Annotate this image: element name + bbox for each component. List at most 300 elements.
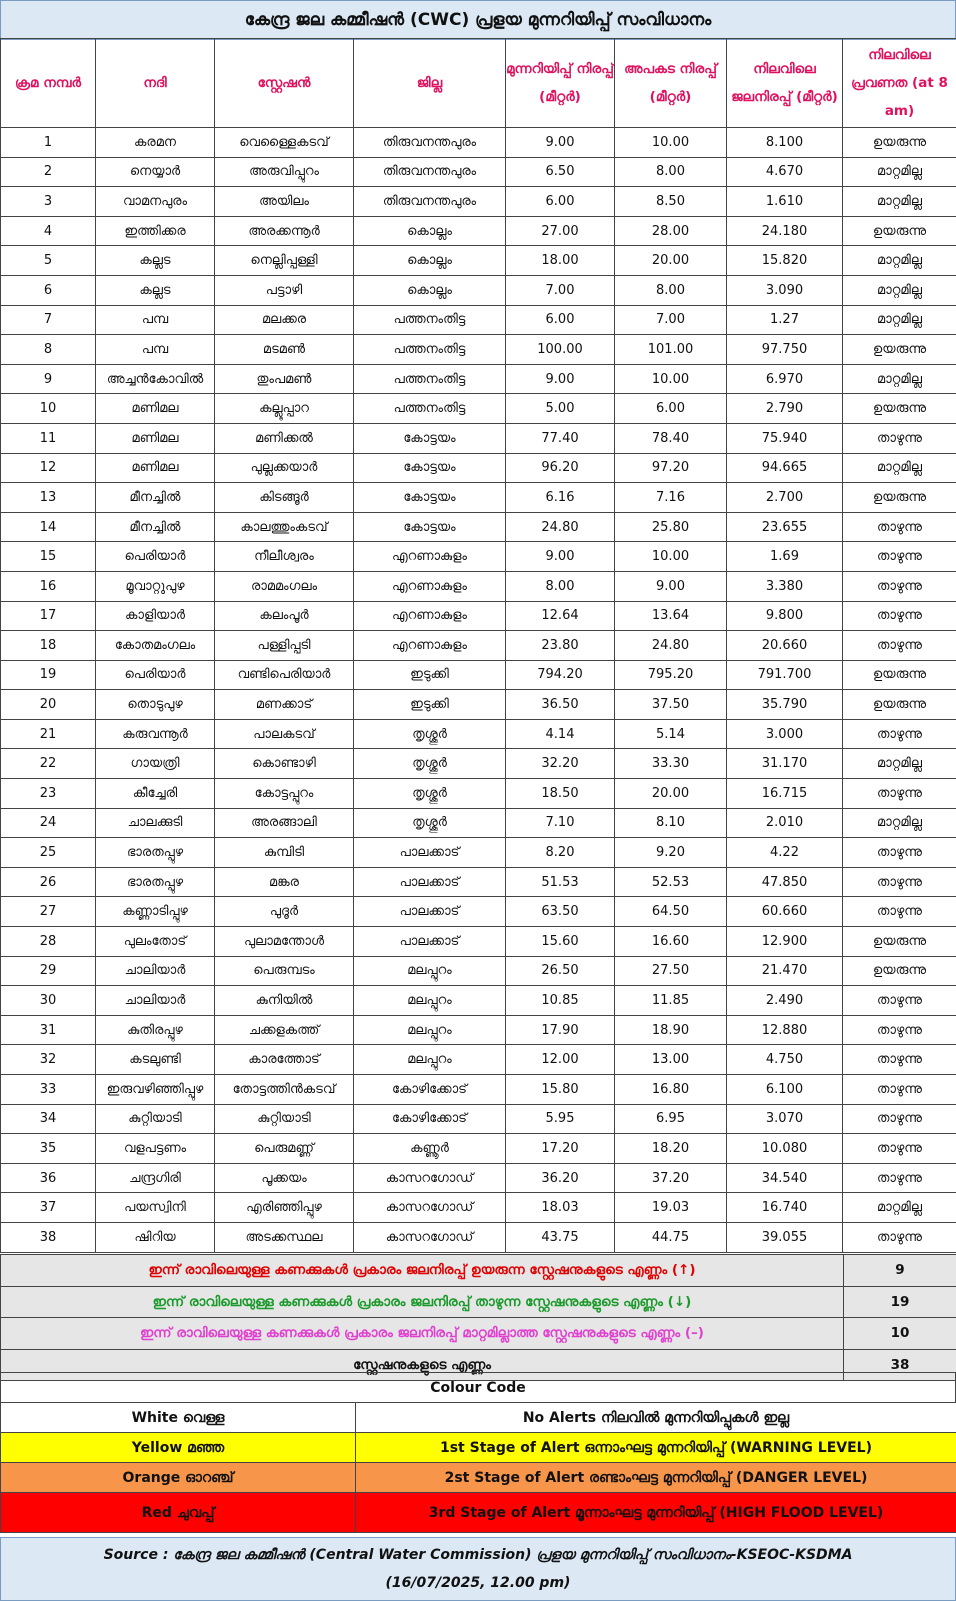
cell-danger-level: 8.00 [615,275,727,305]
table-row [1,423,956,453]
cell-river: ഭാരതപ്പുഴ [96,838,215,868]
cell-danger-level: 37.20 [615,1163,727,1193]
header-danger-level: അപകട നിരപ്പ് (മീറ്റർ) [615,39,727,128]
header-serial: ക്രമ നമ്പർ [1,39,96,128]
cell-danger-level: 8.00 [615,157,727,187]
cell-station: കുനിയിൽ [215,986,354,1016]
cell-station: മങ്കര [215,867,354,897]
table-row [1,631,956,661]
cell-serial: 19 [1,660,96,690]
cell-district: കൊല്ലം [354,275,506,305]
table-row [1,719,956,749]
cell-serial: 2 [1,157,96,187]
summary-label: സ്റ്റേഷനുകളുടെ എണ്ണം [1,1349,844,1381]
cell-serial: 21 [1,719,96,749]
cell-warning-level: 7.10 [506,808,615,838]
table-row [1,571,956,601]
cell-serial: 8 [1,335,96,365]
cell-danger-level: 8.50 [615,187,727,217]
cell-trend: മാറ്റമില്ല [843,364,956,394]
cell-river: തൊടുപുഴ [96,690,215,720]
cell-warning-level: 8.00 [506,571,615,601]
table-row [1,394,956,424]
cell-trend: താഴുന്നു [843,542,956,572]
cell-river: നെയ്യാർ [96,157,215,187]
cell-district: എറണാകുളം [354,542,506,572]
cell-warning-level: 18.50 [506,779,615,809]
cell-danger-level: 9.20 [615,838,727,868]
source-line: Source : കേന്ദ്ര ജല കമ്മീഷൻ (Central Water Commission) പ്രളയ മുന്നറിയിപ്പ് സംവിധാനം-KSEOC-KSDMA [104,1541,853,1569]
cell-station: പുദൂർ [215,897,354,927]
legend-meaning: No Alerts നിലവിൽ മുന്നറിയിപ്പുകൾ ഇല്ല [356,1403,956,1433]
legend-colour-name: Yellow മഞ്ഞ [1,1433,356,1463]
header-river: നദി [96,39,215,128]
cell-serial: 3 [1,187,96,217]
cell-district: പത്തനംതിട്ട [354,335,506,365]
cell-district: മലപ്പുറം [354,956,506,986]
cell-danger-level: 52.53 [615,867,727,897]
table-row [1,512,956,542]
cell-current-level: 31.170 [727,749,843,779]
cell-current-level: 24.180 [727,216,843,246]
cell-danger-level: 6.95 [615,1104,727,1134]
cell-river: കടലുണ്ടി [96,1045,215,1075]
legend-body [1,1403,956,1533]
cell-trend: താഴുന്നു [843,1045,956,1075]
cell-danger-level: 16.80 [615,1075,727,1105]
source-date: (16/07/2025, 12.00 pm) [386,1569,571,1597]
cell-danger-level: 33.30 [615,749,727,779]
cell-trend: താഴുന്നു [843,867,956,897]
cell-trend: ഉയരുന്നു [843,216,956,246]
cell-serial: 9 [1,364,96,394]
cell-danger-level: 795.20 [615,660,727,690]
cell-district: കോഴിക്കോട് [354,1075,506,1105]
legend-colour-name: White വെള്ള [1,1403,356,1433]
table-row [1,867,956,897]
cell-serial: 29 [1,956,96,986]
cell-river: മണിമല [96,453,215,483]
cell-trend: ഉയരുന്നു [843,394,956,424]
cell-station: തുംപമൺ [215,364,354,394]
cell-station: നീലീശ്വരം [215,542,354,572]
cell-river: കല്ലട [96,246,215,276]
table-row [1,335,956,365]
cell-serial: 32 [1,1045,96,1075]
cell-serial: 27 [1,897,96,927]
cell-district: തിരുവനന്തപുരം [354,187,506,217]
cell-district: കാസറഗോഡ് [354,1163,506,1193]
legend-colour-name: Red ചുവപ്പ് [1,1493,356,1533]
cell-current-level: 2.700 [727,483,843,513]
cell-trend: താഴുന്നു [843,719,956,749]
table-row [1,1015,956,1045]
cell-danger-level: 78.40 [615,423,727,453]
cell-river: കുതിരപ്പുഴ [96,1015,215,1045]
cell-station: പൂക്കയം [215,1163,354,1193]
table-row [1,1193,956,1223]
cell-serial: 25 [1,838,96,868]
cell-current-level: 1.610 [727,187,843,217]
cell-danger-level: 20.00 [615,779,727,809]
cell-current-level: 12.900 [727,927,843,957]
cell-serial: 11 [1,423,96,453]
table-row [1,660,956,690]
cell-river: വാമനപുരം [96,187,215,217]
cell-danger-level: 8.10 [615,808,727,838]
cell-current-level: 12.880 [727,1015,843,1045]
cell-current-level: 2.490 [727,986,843,1016]
cell-current-level: 8.100 [727,128,843,158]
cell-river: ഇരുവഴിഞ്ഞിപ്പുഴ [96,1075,215,1105]
table-body [1,128,956,1253]
cell-district: പത്തനംതിട്ട [354,305,506,335]
cell-danger-level: 24.80 [615,631,727,661]
cell-river: ഗായത്രി [96,749,215,779]
cell-station: പെരുമ്പടം [215,956,354,986]
table-row [1,453,956,483]
cell-district: മലപ്പുറം [354,986,506,1016]
table-row [1,986,956,1016]
cell-serial: 23 [1,779,96,809]
legend-colour-name: Orange ഓറഞ്ച് [1,1463,356,1493]
cell-trend: താഴുന്നു [843,1134,956,1164]
cell-serial: 36 [1,1163,96,1193]
cell-river: കുറ്റിയാടി [96,1104,215,1134]
table-row [1,275,956,305]
cell-serial: 6 [1,275,96,305]
cell-station: എരിഞ്ഞിപ്പുഴ [215,1193,354,1223]
cell-river: ചന്ദ്രഗിരി [96,1163,215,1193]
table-row [1,749,956,779]
cell-river: കരുവന്നൂർ [96,719,215,749]
cell-danger-level: 6.00 [615,394,727,424]
cell-warning-level: 794.20 [506,660,615,690]
cell-district: കൊല്ലം [354,216,506,246]
cell-river: മീനച്ചിൽ [96,483,215,513]
cell-river: പെരിയാർ [96,542,215,572]
cell-current-level: 16.740 [727,1193,843,1223]
cell-district: കോഴിക്കോട് [354,1104,506,1134]
cell-current-level: 4.750 [727,1045,843,1075]
cell-warning-level: 10.85 [506,986,615,1016]
cell-trend: മാറ്റമില്ല [843,749,956,779]
cell-serial: 7 [1,305,96,335]
cell-trend: താഴുന്നു [843,1222,956,1252]
table-row [1,1045,956,1075]
cell-district: ഇടുക്കി [354,660,506,690]
cell-district: എറണാകുളം [354,631,506,661]
table-row [1,808,956,838]
summary-count: 10 [844,1318,956,1350]
table-row [1,1134,956,1164]
cell-warning-level: 36.20 [506,1163,615,1193]
cell-serial: 30 [1,986,96,1016]
cell-current-level: 15.820 [727,246,843,276]
cell-danger-level: 13.64 [615,601,727,631]
cell-river: ഷിറിയ [96,1222,215,1252]
cell-trend: ഉയരുന്നു [843,927,956,957]
cell-river: കല്ലട [96,275,215,305]
cell-warning-level: 5.00 [506,394,615,424]
cell-warning-level: 100.00 [506,335,615,365]
cell-district: കൊല്ലം [354,246,506,276]
cell-river: ചാലിയാർ [96,956,215,986]
cell-river: ചാലക്കുടി [96,808,215,838]
cell-danger-level: 20.00 [615,246,727,276]
table-row [1,690,956,720]
cell-trend: ഉയരുന്നു [843,128,956,158]
cell-warning-level: 7.00 [506,275,615,305]
cell-station: തോട്ടത്തിൻകടവ് [215,1075,354,1105]
cell-danger-level: 18.20 [615,1134,727,1164]
cell-serial: 4 [1,216,96,246]
cell-serial: 34 [1,1104,96,1134]
cell-serial: 15 [1,542,96,572]
cell-station: പുല്ലക്കയാർ [215,453,354,483]
cell-warning-level: 4.14 [506,719,615,749]
cell-river: കണ്ണാടിപ്പുഴ [96,897,215,927]
table-row [1,157,956,187]
cell-serial: 38 [1,1222,96,1252]
cell-danger-level: 18.90 [615,1015,727,1045]
cell-station: രാമമംഗലം [215,571,354,601]
cell-current-level: 35.790 [727,690,843,720]
cell-district: കാസറഗോഡ് [354,1222,506,1252]
cell-current-level: 2.790 [727,394,843,424]
station-table [0,38,956,1253]
cell-trend: മാറ്റമില്ല [843,275,956,305]
cell-serial: 35 [1,1134,96,1164]
summary-count: 19 [844,1286,956,1318]
cell-current-level: 94.665 [727,453,843,483]
page-title: കേന്ദ്ര ജല കമ്മീഷൻ (CWC) പ്രളയ മുന്നറിയിപ്പ് സംവിധാനം [0,0,956,40]
cell-current-level: 75.940 [727,423,843,453]
cell-station: മടമൺ [215,335,354,365]
cell-current-level: 3.090 [727,275,843,305]
cell-district: കോട്ടയം [354,512,506,542]
table-row [1,1163,956,1193]
colour-legend [0,1402,956,1533]
cell-serial: 37 [1,1193,96,1223]
cell-station: അരുവിപ്പുറം [215,157,354,187]
table-row [1,187,956,217]
cell-warning-level: 9.00 [506,364,615,394]
cell-warning-level: 15.80 [506,1075,615,1105]
cell-current-level: 6.100 [727,1075,843,1105]
cell-current-level: 34.540 [727,1163,843,1193]
cell-serial: 24 [1,808,96,838]
cell-danger-level: 101.00 [615,335,727,365]
cell-warning-level: 6.00 [506,305,615,335]
cell-serial: 20 [1,690,96,720]
table-row [1,1104,956,1134]
cell-danger-level: 13.00 [615,1045,727,1075]
table-row [1,838,956,868]
cell-current-level: 1.27 [727,305,843,335]
cell-trend: മാറ്റമില്ല [843,453,956,483]
cell-warning-level: 43.75 [506,1222,615,1252]
cell-district: തൃശ്ശൂർ [354,749,506,779]
cell-trend: താഴുന്നു [843,1163,956,1193]
cell-danger-level: 10.00 [615,542,727,572]
cell-station: അരങ്ങാലി [215,808,354,838]
cell-serial: 1 [1,128,96,158]
cell-warning-level: 9.00 [506,128,615,158]
legend-row [1,1463,956,1493]
cell-trend: താഴുന്നു [843,423,956,453]
cell-river: ഭാരതപ്പുഴ [96,867,215,897]
cell-trend: ഉയരുന്നു [843,483,956,513]
cell-warning-level: 8.20 [506,838,615,868]
cell-warning-level: 23.80 [506,631,615,661]
cell-district: കണ്ണൂർ [354,1134,506,1164]
table-row [1,483,956,513]
legend-row [1,1493,956,1533]
cell-current-level: 1.69 [727,542,843,572]
cell-river: പയസ്വിനി [96,1193,215,1223]
cell-trend: ഉയരുന്നു [843,660,956,690]
cell-trend: താഴുന്നു [843,512,956,542]
legend-meaning: 1st Stage of Alert ഒന്നാംഘട്ട മുന്നറിയിപ്പ് (WARNING LEVEL) [356,1433,956,1463]
cell-warning-level: 5.95 [506,1104,615,1134]
cell-station: അടക്കസ്ഥല [215,1222,354,1252]
cell-river: കാളിയാർ [96,601,215,631]
cell-district: മലപ്പുറം [354,1045,506,1075]
cell-trend: ഉയരുന്നു [843,956,956,986]
cell-trend: താഴുന്നു [843,986,956,1016]
cell-river: അച്ചൻകോവിൽ [96,364,215,394]
cell-current-level: 4.670 [727,157,843,187]
cell-danger-level: 28.00 [615,216,727,246]
cell-warning-level: 26.50 [506,956,615,986]
cell-warning-level: 96.20 [506,453,615,483]
cell-station: കുമ്പിടി [215,838,354,868]
table-row [1,779,956,809]
cell-serial: 13 [1,483,96,513]
cell-warning-level: 18.00 [506,246,615,276]
cell-warning-level: 6.50 [506,157,615,187]
cell-station: അരക്കന്നൂർ [215,216,354,246]
header-station: സ്റ്റേഷൻ [215,39,354,128]
cell-district: എറണാകുളം [354,601,506,631]
cell-current-level: 16.715 [727,779,843,809]
table-row [1,897,956,927]
cell-current-level: 9.800 [727,601,843,631]
cell-trend: മാറ്റമില്ല [843,305,956,335]
cell-river: കീച്ചേരി [96,779,215,809]
cell-district: പാലക്കാട് [354,897,506,927]
cell-current-level: 2.010 [727,808,843,838]
cell-district: എറണാകുളം [354,571,506,601]
cell-trend: താഴുന്നു [843,631,956,661]
cell-danger-level: 25.80 [615,512,727,542]
cell-warning-level: 17.90 [506,1015,615,1045]
cell-district: കാസറഗോഡ് [354,1193,506,1223]
cell-danger-level: 44.75 [615,1222,727,1252]
table-row [1,1075,956,1105]
cell-serial: 26 [1,867,96,897]
summary-row-steady [1,1318,956,1350]
cell-serial: 16 [1,571,96,601]
cell-warning-level: 6.00 [506,187,615,217]
cell-current-level: 20.660 [727,631,843,661]
cell-station: കോട്ടപ്പുറം [215,779,354,809]
cell-serial: 10 [1,394,96,424]
cell-trend: താഴുന്നു [843,601,956,631]
cell-district: തൃശ്ശൂർ [354,808,506,838]
cell-serial: 33 [1,1075,96,1105]
cell-district: തൃശ്ശൂർ [354,779,506,809]
cell-danger-level: 5.14 [615,719,727,749]
cell-danger-level: 97.20 [615,453,727,483]
header-current-level: നിലവിലെ ജലനിരപ്പ് (മീറ്റർ) [727,39,843,128]
cell-trend: താഴുന്നു [843,1075,956,1105]
cell-river: പമ്പ [96,335,215,365]
cell-current-level: 4.22 [727,838,843,868]
cell-station: പള്ളിപ്പടി [215,631,354,661]
cell-river: മണിമല [96,394,215,424]
cell-trend: മാറ്റമില്ല [843,808,956,838]
cell-river: പമ്പ [96,305,215,335]
cell-station: കൊണ്ടാഴി [215,749,354,779]
table-row [1,542,956,572]
cell-current-level: 60.660 [727,897,843,927]
summary-label: ഇന്ന് രാവിലെയുള്ള കണക്കുകൾ പ്രകാരം ജലനിരപ്പ് മാറ്റമില്ലാത്ത സ്റ്റേഷനുകളുടെ എണ്ണം (–) [1,1318,844,1350]
table-row [1,128,956,158]
cell-district: തിരുവനന്തപുരം [354,157,506,187]
cell-trend: ഉയരുന്നു [843,690,956,720]
cell-district: പാലക്കാട് [354,838,506,868]
cell-trend: മാറ്റമില്ല [843,187,956,217]
cell-district: പാലക്കാട് [354,927,506,957]
cell-current-level: 47.850 [727,867,843,897]
cell-station: ചക്കളകത്ത് [215,1015,354,1045]
cell-trend: താഴുന്നു [843,897,956,927]
cell-serial: 28 [1,927,96,957]
cell-district: പത്തനംതിട്ട [354,394,506,424]
cell-warning-level: 12.64 [506,601,615,631]
cell-station: കാരത്തോട് [215,1045,354,1075]
cell-danger-level: 16.60 [615,927,727,957]
cell-district: പത്തനംതിട്ട [354,364,506,394]
summary-row-rising [1,1255,956,1287]
cell-station: മണിക്കൽ [215,423,354,453]
table-row [1,305,956,335]
cell-district: തൃശ്ശൂർ [354,719,506,749]
cell-trend: താഴുന്നു [843,1015,956,1045]
cell-warning-level: 27.00 [506,216,615,246]
cell-station: പെരുമണ്ണ് [215,1134,354,1164]
cell-serial: 17 [1,601,96,631]
cell-current-level: 3.000 [727,719,843,749]
cell-serial: 31 [1,1015,96,1045]
cell-danger-level: 7.00 [615,305,727,335]
table-row [1,246,956,276]
cell-trend: മാറ്റമില്ല [843,246,956,276]
cell-trend: താഴുന്നു [843,1104,956,1134]
cell-serial: 14 [1,512,96,542]
cell-district: പാലക്കാട് [354,867,506,897]
cell-current-level: 10.080 [727,1134,843,1164]
table-row [1,364,956,394]
cell-danger-level: 9.00 [615,571,727,601]
cell-station: പട്ടാഴി [215,275,354,305]
header-district: ജില്ല [354,39,506,128]
cell-current-level: 23.655 [727,512,843,542]
header-trend: നിലവിലെ പ്രവണത (at 8 am) [843,39,956,128]
cell-trend: താഴുന്നു [843,838,956,868]
